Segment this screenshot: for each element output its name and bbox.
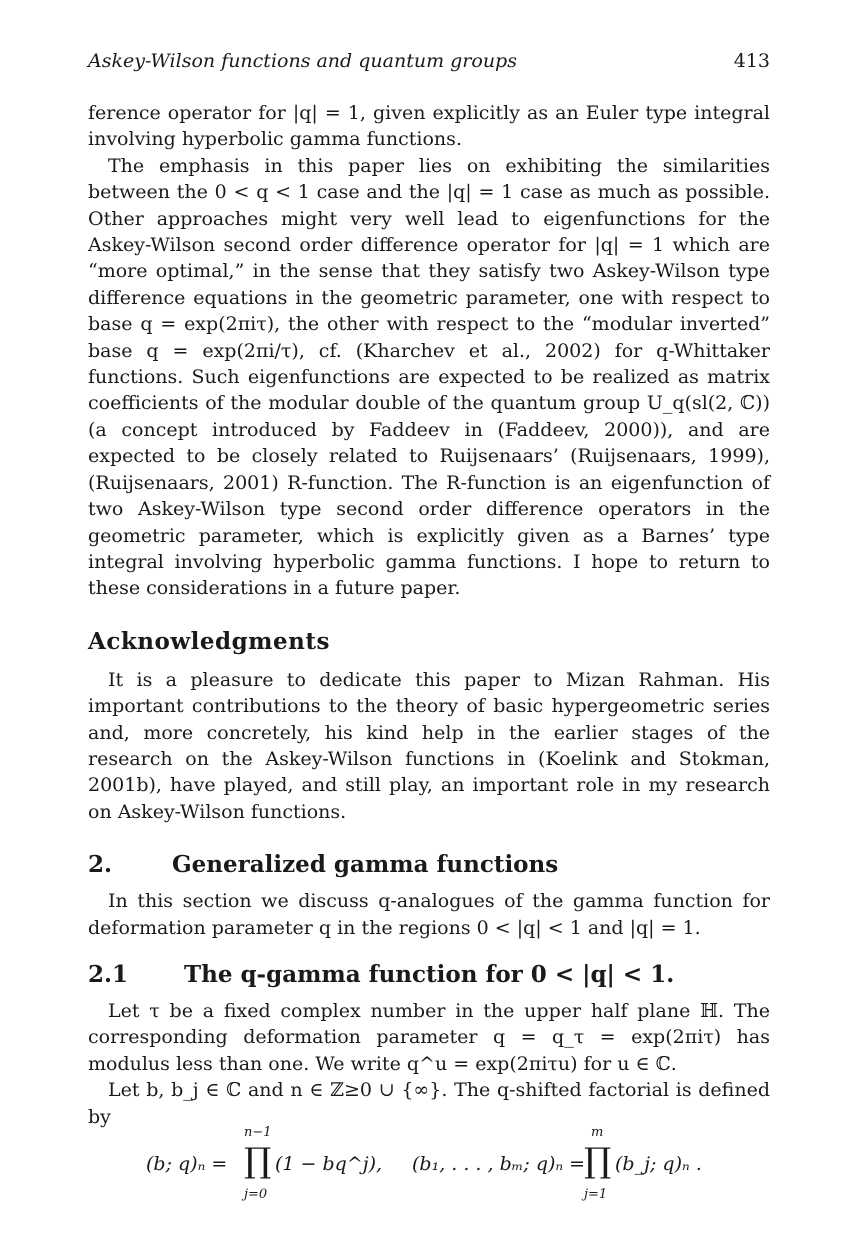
product-symbol-2: ∏ bbox=[584, 1141, 612, 1181]
running-head-title: Askey-Wilson functions and quantum groups bbox=[88, 50, 517, 72]
section-2-number: 2. bbox=[88, 851, 113, 879]
section-2-1-number: 2.1 bbox=[88, 960, 129, 988]
intro-paragraph-1: ference operator for |q| = 1, given explicitly as an Euler type integral involving hyperbolic gamma functions. bbox=[88, 102, 770, 151]
formula-upper-2: m bbox=[591, 1125, 604, 1140]
section-2-1-heading bbox=[88, 961, 770, 988]
formula-upper-1: n−1 bbox=[244, 1125, 272, 1140]
section-2-1-paragraph-2: Let b, b_j ∈ ℂ and n ∈ ℤ≥0 ∪ {∞}. The q-shifted factorial is defined by bbox=[88, 1079, 770, 1128]
product-symbol-1: ∏ bbox=[244, 1141, 272, 1181]
formula-lower-2: j=1 bbox=[584, 1187, 608, 1202]
formula-rhs-1: (1 − bq^j), bbox=[275, 1153, 383, 1175]
formula-lower-1: j=0 bbox=[244, 1187, 268, 1202]
intro-paragraph-2: The emphasis in this paper lies on exhibiting the similarities between the 0 < q < 1 case and the |q| = 1 case as much as possible. Other approaches might very well lead to eigenfunctions for the Askey-Wilson second order difference operator for |q| = 1 which are “more optimal,” in the sense that they satisfy two Askey-Wilson type difference equations in the geometric parameter, one with respect to base q = exp(2πiτ), the other with respect to the “modular inverted” base q = exp(2πi/τ), cf. (Kharchev et al., 2002) for q-Whittaker functions. Such eigenfunctions are expected to be realized as matrix coefficients of the modular double of the quantum group U_q(sl(2, ℂ)) (a concept introduced by Faddeev in (Faddeev, 2000)), and are expected to be closely related to Ruijsenaars’ (Ruijsenaars, 1999), (Ruijsenaars, 2001) R-function. The R-function is an eigenfunction of two Askey-Wilson type second order difference operators in the geometric parameter, which is explicitly given as a Barnes’ type integral involving hyperbolic gamma functions. I hope to return to these considerations in a future paper. bbox=[88, 154, 770, 600]
running-head bbox=[88, 50, 770, 84]
acknowledgments-heading: Acknowledgments bbox=[88, 627, 330, 655]
section-2-1-title: The q-gamma function for 0 < |q| < 1. bbox=[184, 960, 675, 988]
section-2-heading bbox=[88, 851, 770, 878]
page-number: 413 bbox=[733, 50, 770, 72]
acknowledgments-text: It is a pleasure to dedicate this paper to Mizan Rahman. His important contributions to the theory of basic hypergeometric series and, more concretely, his kind help in the earlier stages of the research on the Askey-Wilson functions in (Koelink and Stokman, 2001b), have played, and still play, an important role in my research on Askey-Wilson functions. bbox=[88, 668, 770, 823]
section-2-text: In this section we discuss q-analogues of the gamma function for deformation parameter q in the regions 0 < |q| < 1 and |q| = 1. bbox=[88, 890, 770, 939]
formula-lhs-2: (b₁, . . . , bₘ; q)ₙ = bbox=[412, 1153, 586, 1175]
q-shifted-factorial-formula bbox=[0, 1117, 702, 1217]
formula-rhs-2: (b_j; q)ₙ . bbox=[615, 1153, 702, 1175]
section-2-title: Generalized gamma functions bbox=[172, 851, 559, 879]
section-2-1-paragraph-1: Let τ be a fixed complex number in the upper half plane ℍ. The corresponding deformation parameter q = q_τ = exp(2πiτ) has modulus less than one. We write q^u = exp(2πiτu) for u ∈ ℂ. bbox=[88, 999, 770, 1075]
page bbox=[88, 50, 770, 1130]
formula-lhs-1: (b; q)ₙ = bbox=[146, 1153, 228, 1175]
